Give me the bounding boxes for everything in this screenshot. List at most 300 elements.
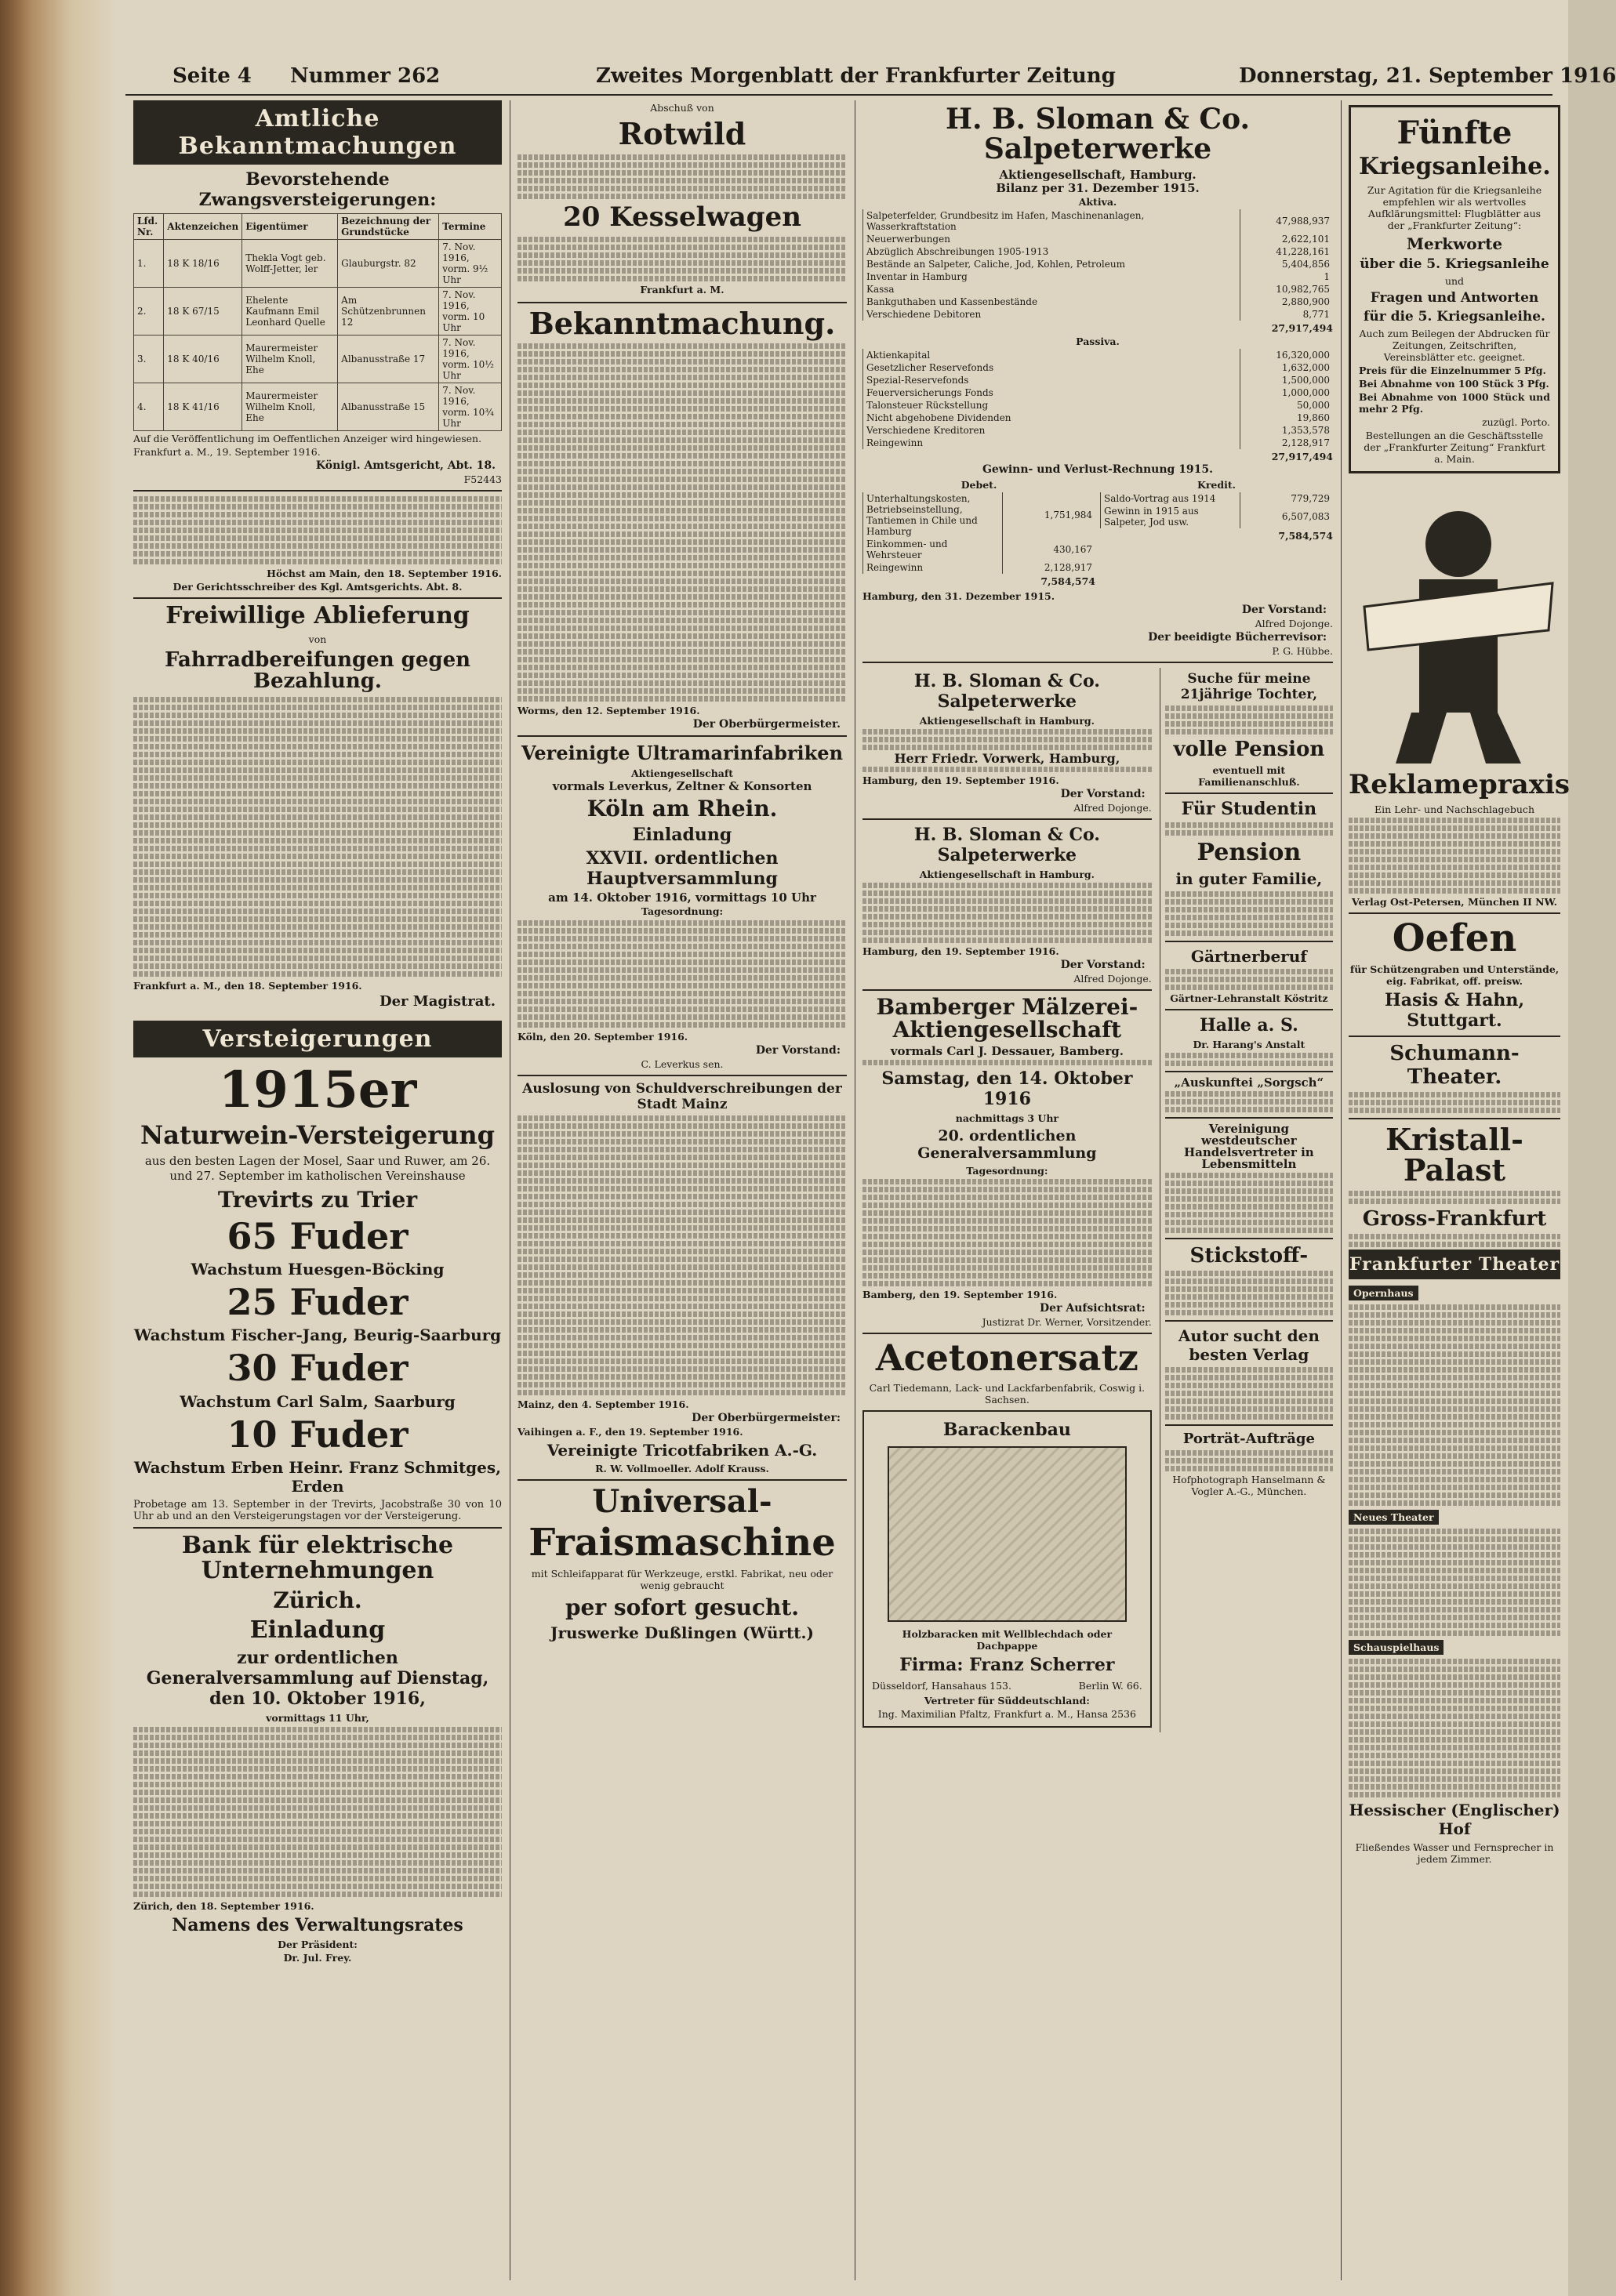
balance-row bbox=[863, 245, 1334, 258]
tochter-heading: Suche für meine 21jährige Tochter, bbox=[1180, 670, 1317, 702]
balance-label: Bestände an Salpeter, Caliche, Jod, Kohlen, Petroleum bbox=[863, 258, 1240, 270]
divider bbox=[1165, 793, 1333, 794]
th-date: Termine bbox=[439, 214, 502, 240]
kriegs-title-2: Kriegsanleihe. bbox=[1359, 153, 1551, 180]
balance-row bbox=[863, 283, 1334, 296]
ft-banner: Frankfurter Theater bbox=[1349, 1250, 1560, 1279]
column-1 bbox=[133, 100, 502, 2280]
bamb-sub: vormals Carl J. Dessauer, Bamberg. bbox=[890, 1044, 1124, 1059]
bank-city: Zürich. bbox=[273, 1587, 362, 1614]
bal-place: Hamburg, den 31. Dezember 1915. bbox=[862, 589, 1055, 602]
pension-title: volle Pension bbox=[1173, 737, 1325, 761]
barack-ad bbox=[862, 1410, 1152, 1728]
halle-title: Halle a. S. bbox=[1199, 1014, 1298, 1036]
portrait-title: Porträt-Aufträge bbox=[1182, 1430, 1315, 1447]
price-3-label: Bei Abnahme von 1000 Stück und mehr bbox=[1359, 390, 1550, 415]
ultra-sub: Aktiengesellschaft bbox=[630, 767, 734, 780]
text-block bbox=[133, 496, 502, 564]
text-block bbox=[517, 343, 847, 702]
bamb-time: nachmittags 3 Uhr bbox=[955, 1112, 1059, 1125]
balance-label: Saldo-Vortrag aus 1914 bbox=[1101, 492, 1240, 505]
und: und bbox=[1444, 274, 1465, 287]
balance-label: Bankguthaben und Kassenbestände bbox=[863, 296, 1240, 308]
bank-invitation-2: zur ordentlichen Generalversammlung auf Dienstag, den 10. Oktober 1916, bbox=[146, 1647, 489, 1709]
bek-heading: Bekanntmachung. bbox=[528, 305, 836, 341]
th-owner: Eigentümer bbox=[242, 214, 338, 240]
barack-city: Düsseldorf, Hansahaus 153. bbox=[872, 1679, 1011, 1692]
porto: zuzügl. Porto. bbox=[1482, 415, 1550, 428]
balance-row bbox=[863, 258, 1334, 270]
balance-label: Verschiedene Debitoren bbox=[863, 308, 1240, 321]
auction-sign: Frankfurt a. M., 19. September 1916. bbox=[133, 446, 321, 458]
table-cell: Albanusstraße 17 bbox=[338, 336, 439, 383]
mainz-heading: Auslosung von Schuldverschreibungen der Stadt Mainz bbox=[522, 1081, 842, 1113]
s2-name: Alfred Dojonge. bbox=[1073, 801, 1152, 814]
divider bbox=[862, 662, 1333, 663]
price-3 bbox=[1359, 391, 1550, 415]
balance-value: 8,771 bbox=[1240, 308, 1334, 321]
balance-row bbox=[863, 270, 1334, 283]
verein-title: Vereinigung westdeutscher Handelsvertreter in Lebensmitteln bbox=[1184, 1121, 1314, 1171]
gvr-block bbox=[862, 477, 1333, 589]
balance-row bbox=[863, 561, 1096, 574]
wine-lot-qty: 10 Fuder bbox=[227, 1413, 409, 1456]
small-ads-row bbox=[517, 100, 847, 297]
balance-label: Verschiedene Kreditoren bbox=[863, 424, 1240, 437]
kessel-sign: Frankfurt a. M. bbox=[640, 283, 724, 296]
stickstoff-title: Stickstoff- bbox=[1189, 1243, 1309, 1268]
hoechst-sign: Der Gerichtsschreiber des Kgl. Amtsgerichts. Abt. 8. bbox=[172, 581, 463, 593]
wine-lot-qty: 25 Fuder bbox=[227, 1281, 409, 1324]
s3-place: Hamburg, den 19. September 1916. bbox=[862, 945, 1059, 957]
balance-label: Feuerversicherungs Fonds bbox=[863, 386, 1240, 399]
aceton-firm: Carl Tiedemann, Lack- und Lackfarbenfabrik, Coswig i. Sachsen. bbox=[869, 1381, 1146, 1406]
table-cell: Am Schützenbrunnen 12 bbox=[338, 288, 439, 336]
balance-label: Reingewinn bbox=[863, 437, 1240, 449]
free-sign: Der Magistrat. bbox=[379, 993, 496, 1010]
text-block bbox=[517, 920, 847, 1028]
s3-name: Alfred Dojonge. bbox=[1073, 972, 1152, 985]
balance-value: 1 bbox=[1240, 270, 1334, 283]
price-2: Bei Abnahme von 100 Stück 3 Pfg. bbox=[1359, 377, 1549, 390]
divider bbox=[862, 989, 1152, 991]
balance-row bbox=[863, 374, 1334, 386]
ultra-invitation: Einladung bbox=[632, 825, 732, 846]
divider bbox=[1349, 912, 1560, 914]
table-cell: 7. Nov. 1916, vorm. 10½ Uhr bbox=[439, 336, 502, 383]
balance-value: 41,228,161 bbox=[1240, 245, 1334, 258]
barack-text: Holzbaracken mit Wellblechdach oder Dachpappe bbox=[902, 1627, 1113, 1652]
frais-text: mit Schleifapparat für Werkzeuge, erstkl. Fabrikat, neu oder wenig gebraucht bbox=[531, 1567, 833, 1591]
gross-title: Gross-Frankfurt bbox=[1362, 1207, 1547, 1231]
th-file: Aktenzeichen bbox=[164, 214, 242, 240]
mainz-place: Mainz, den 4. September 1916. bbox=[517, 1398, 689, 1411]
balance-row bbox=[863, 399, 1334, 412]
bank-invitation: Einladung bbox=[249, 1616, 386, 1645]
price-1: Preis für die Einzelnummer 5 Pfg. bbox=[1359, 364, 1546, 376]
s2-board: Der Vorstand: bbox=[1060, 787, 1146, 800]
debet-total: 7,584,574 bbox=[1040, 575, 1095, 587]
gvr-title: Gewinn- und Verlust-Rechnung 1915. bbox=[982, 462, 1214, 476]
lower-right bbox=[1160, 668, 1333, 1732]
kredit-table bbox=[1100, 492, 1333, 528]
bal-revisor: Der beeidigte Bücherrevisor: bbox=[1148, 630, 1327, 644]
wine-lot-qty: 65 Fuder bbox=[227, 1214, 409, 1257]
table-cell: 7. Nov. 1916, vorm. 10 Uhr bbox=[439, 288, 502, 336]
bank-president-name: Dr. Jul. Frey. bbox=[283, 1951, 352, 1964]
divider bbox=[862, 818, 1152, 820]
bal-name: Alfred Dojonge. bbox=[1255, 617, 1333, 629]
divider bbox=[1165, 1117, 1333, 1119]
official-announcements-banner: Amtliche Bekanntmachungen bbox=[133, 100, 502, 165]
table-cell: 4. bbox=[134, 383, 164, 431]
text-block bbox=[133, 1727, 502, 1897]
divider bbox=[517, 1075, 847, 1076]
balance-value: 2,622,101 bbox=[1240, 233, 1334, 245]
auction-heading: Bevorstehende Zwangsversteigerungen: bbox=[198, 169, 437, 210]
bek-place: Worms, den 12. September 1916. bbox=[517, 705, 700, 717]
bank-board: Namens des Verwaltungsrates bbox=[172, 1914, 463, 1935]
divider bbox=[517, 1479, 847, 1481]
balance-row bbox=[863, 349, 1334, 361]
page-column bbox=[118, 0, 1616, 2296]
reklame-title: Reklamepraxis bbox=[1349, 768, 1571, 800]
balance-row bbox=[1101, 492, 1334, 505]
divider bbox=[862, 1333, 1152, 1334]
column-rule bbox=[1341, 100, 1342, 2280]
frais-title-1: Universal- bbox=[592, 1483, 772, 1521]
auction-table bbox=[133, 213, 502, 431]
balance-label: Neuerwerbungen bbox=[863, 233, 1240, 245]
free-heading-2: Fahrradbereifungen gegen Bezahlung. bbox=[164, 647, 471, 693]
column-4 bbox=[1349, 100, 1571, 2280]
bank-president: Der Präsident: bbox=[278, 1938, 358, 1950]
column-3 bbox=[862, 100, 1333, 2280]
balance-value: 2,880,900 bbox=[1240, 296, 1334, 308]
ultra-gv: XXVII. ordentlichen Hauptversammlung bbox=[586, 848, 779, 890]
s2-person: Herr Friedr. Vorwerk, Hamburg, bbox=[894, 750, 1120, 766]
issue-number: Nummer 262 bbox=[290, 64, 441, 88]
balance-label: Gesetzlicher Reservefonds bbox=[863, 361, 1240, 374]
kriegsanleihe-ad bbox=[1349, 105, 1560, 473]
balance-row bbox=[863, 492, 1096, 538]
bilanz-title: Bilanz per 31. Dezember 1915. bbox=[996, 180, 1200, 195]
balance-row bbox=[863, 412, 1334, 424]
balance-value: 16,320,000 bbox=[1240, 349, 1334, 361]
issue-date: Donnerstag, 21. September 1916 bbox=[1239, 64, 1616, 88]
free-sub: von bbox=[308, 633, 327, 645]
balance-row bbox=[863, 386, 1334, 399]
table-cell: 7. Nov. 1916, vorm. 10¾ Uhr bbox=[439, 383, 502, 431]
reklame-figure-illustration bbox=[1349, 481, 1568, 764]
table-cell: Ehelente Kaufmann Emil Leonhard Quelle bbox=[242, 288, 338, 336]
auskunft-title: „Auskunftei „Sorgsch“ bbox=[1174, 1075, 1324, 1090]
gaertner-title: Gärtnerberuf bbox=[1190, 946, 1307, 966]
vaihingen-place: Vaihingen a. F., den 19. September 1916. bbox=[517, 1426, 743, 1438]
balance-row bbox=[1101, 505, 1334, 528]
fragen-2: für die 5. Kriegsanleihe. bbox=[1364, 308, 1545, 325]
balance-value: 2,128,917 bbox=[1240, 437, 1334, 449]
text-block bbox=[517, 1115, 847, 1395]
wine-lot-grower: Wachstum Erben Heinr. Franz Schmitges, Erden bbox=[133, 1458, 502, 1496]
balance-label: Unterhaltungskosten, Betriebseinstellung, Tantiemen in Chile und Hamburg bbox=[863, 492, 1003, 538]
balance-row bbox=[863, 209, 1334, 233]
hessischer-title: Hessischer (Englischer) Hof bbox=[1349, 1801, 1560, 1839]
divider bbox=[1165, 1320, 1333, 1322]
frais-title-2: Fraismaschine bbox=[528, 1521, 836, 1565]
s3-heading: H. B. Sloman & Co. Salpeterwerke bbox=[913, 824, 1100, 865]
bal-board: Der Vorstand: bbox=[1241, 603, 1327, 616]
table-cell: Glauburgstr. 82 bbox=[338, 240, 439, 288]
sloman-heading: H. B. Sloman & Co. Salpeterwerke bbox=[946, 103, 1250, 165]
frais-firm: Jruswerke Dußlingen (Württ.) bbox=[550, 1623, 814, 1642]
wine-lot-qty: 30 Fuder bbox=[227, 1347, 409, 1390]
table-cell: 18 K 41/16 bbox=[164, 383, 242, 431]
balance-value: 1,353,578 bbox=[1240, 424, 1334, 437]
price-3-value: 2 Pfg. bbox=[1391, 402, 1424, 415]
oefen-sub: für Schützengraben und Unterstände, eig. Fabrikat, off. preisw. bbox=[1349, 963, 1560, 987]
oefen-title: Oefen bbox=[1392, 916, 1517, 961]
bal-revisor-name: P. G. Hübbe. bbox=[1272, 644, 1333, 657]
wine-heading: Naturwein-Versteigerung bbox=[140, 1120, 496, 1151]
portrait-firm: Hofphotograph Hanselmann & Vogler A.-G., München. bbox=[1172, 1473, 1326, 1497]
trikot-sign: R. W. Vollmoeller. Adolf Krauss. bbox=[595, 1463, 769, 1475]
mainz-sign: Der Oberbürgermeister: bbox=[692, 1412, 841, 1425]
table-cell: 18 K 67/15 bbox=[164, 288, 242, 336]
header-rule bbox=[125, 94, 1552, 96]
wine-lot-grower: Wachstum Carl Salm, Saarburg bbox=[180, 1391, 456, 1411]
neues-label: Neues Theater bbox=[1349, 1510, 1439, 1525]
bank-time: vormittags 11 Uhr, bbox=[266, 1711, 369, 1724]
balance-value: 19,860 bbox=[1240, 412, 1334, 424]
divider bbox=[1165, 1424, 1333, 1426]
divider bbox=[1165, 1071, 1333, 1072]
balance-label: Kassa bbox=[863, 283, 1240, 296]
kristall-title: Kristall-Palast bbox=[1385, 1121, 1523, 1188]
table-cell: 2. bbox=[134, 288, 164, 336]
table-cell: 7. Nov. 1916, vorm. 9½ Uhr bbox=[439, 240, 502, 288]
edition-title: Zweites Morgenblatt der Frankfurter Zeitung bbox=[596, 64, 1116, 88]
table-cell: 1. bbox=[134, 240, 164, 288]
divider bbox=[133, 1527, 502, 1529]
bamb-heading: Bamberger Mälzerei-Aktiengesellschaft bbox=[876, 993, 1138, 1043]
gaertner-school: Gärtner-Lehranstalt Köstritz bbox=[1170, 992, 1328, 1004]
divider bbox=[517, 302, 847, 303]
schumann-title: Schumann-Theater. bbox=[1389, 1041, 1520, 1089]
man-with-scroll-icon bbox=[1349, 481, 1568, 764]
rotwild-ad bbox=[517, 100, 847, 297]
bamb-date: Samstag, den 14. Oktober 1916 bbox=[881, 1068, 1133, 1110]
balance-row bbox=[863, 308, 1334, 321]
merk-2: über die 5. Kriegsanleihe bbox=[1360, 256, 1549, 272]
ultra-heading: Vereinigte Ultramarinfabriken bbox=[521, 742, 844, 765]
s3-board: Der Vorstand: bbox=[1060, 958, 1146, 971]
lower-left bbox=[862, 668, 1152, 1732]
ultra-date: am 14. Oktober 1916, vormittags 10 Uhr bbox=[548, 890, 816, 905]
barack-vertreter: Vertreter für Süddeutschland: bbox=[924, 1694, 1090, 1707]
bamb-place: Bamberg, den 19. September 1916. bbox=[862, 1289, 1058, 1301]
reklame-sub: Ein Lehr- und Nachschlagebuch bbox=[1374, 803, 1534, 816]
balance-row bbox=[863, 437, 1334, 449]
passiva-title: Passiva. bbox=[1076, 335, 1120, 347]
table-row bbox=[134, 240, 502, 288]
wine-year: 1915er bbox=[218, 1061, 417, 1120]
balance-label: Abzüglich Abschreibungen 1905-1913 bbox=[863, 245, 1240, 258]
divider bbox=[1349, 1036, 1560, 1037]
balance-row bbox=[863, 296, 1334, 308]
free-place: Frankfurt a. M., den 18. September 1916. bbox=[133, 980, 362, 992]
auction-note: Auf die Veröffentlichung im Oeffentlichen Anzeiger wird hingewiesen. bbox=[133, 433, 482, 444]
balance-value: 779,729 bbox=[1240, 492, 1334, 505]
divider bbox=[1165, 1238, 1333, 1239]
passiva-table bbox=[862, 349, 1333, 449]
wine-lot-grower: Wachstum Fischer-Jang, Beurig-Saarburg bbox=[133, 1326, 502, 1345]
balance-value: 5,404,856 bbox=[1240, 258, 1334, 270]
th-property: Bezeichnung der Grundstücke bbox=[338, 214, 439, 240]
auction-court: Königl. Amtsgericht, Abt. 18. bbox=[315, 459, 496, 472]
balance-row bbox=[863, 424, 1334, 437]
balance-value: 430,167 bbox=[1003, 538, 1096, 561]
table-cell: Thekla Vogt geb. Wolff-Jetter, ler bbox=[242, 240, 338, 288]
wine-place: Trevirts zu Trier bbox=[217, 1186, 418, 1213]
balance-row bbox=[863, 233, 1334, 245]
balance-value: 47,988,937 bbox=[1240, 209, 1334, 233]
passiva-total: 27,917,494 bbox=[1271, 450, 1333, 462]
balance-label: Reingewinn bbox=[863, 561, 1003, 574]
balance-value: 2,128,917 bbox=[1003, 561, 1096, 574]
free-heading: Freiwillige Ablieferung bbox=[165, 602, 470, 629]
pension-sub: eventuell mit Familienanschluß. bbox=[1198, 764, 1300, 788]
lower-split bbox=[862, 668, 1333, 1732]
ultra-city: Köln am Rhein. bbox=[586, 796, 778, 822]
bamb-board: Der Aufsichtsrat: bbox=[1040, 1302, 1146, 1315]
ultra-agenda: Tagesordnung: bbox=[641, 905, 724, 918]
s2-heading: H. B. Sloman & Co. Salpeterwerke bbox=[913, 670, 1100, 712]
page-number: Seite 4 bbox=[172, 64, 252, 88]
kessel-title: 20 Kesselwagen bbox=[563, 201, 801, 233]
divider bbox=[1349, 1118, 1560, 1119]
table-cell: Maurermeister Wilhelm Knoll, Ehe bbox=[242, 383, 338, 431]
wine-sub: aus den besten Lagen der Mosel, Saar und Ruwer, am 26. und 27. September im katholischen Vereinshause bbox=[144, 1153, 491, 1183]
balance-label: Spezial-Reservefonds bbox=[863, 374, 1240, 386]
frais-wanted: per sofort gesucht. bbox=[565, 1594, 800, 1620]
wine-lot-grower: Wachstum Huesgen-Böcking bbox=[191, 1260, 445, 1279]
pension2-sub: in guter Familie, bbox=[1175, 869, 1323, 888]
book-spine bbox=[0, 0, 118, 2296]
barack-firm: Firma: Franz Scherrer bbox=[899, 1654, 1115, 1675]
s3-sub: Aktiengesellschaft in Hamburg. bbox=[919, 868, 1095, 880]
balance-value: 1,751,984 bbox=[1003, 492, 1096, 538]
barack-berlin: Berlin W. 66. bbox=[1078, 1679, 1142, 1692]
merk-1: Merkworte bbox=[1406, 234, 1503, 253]
balance-value: 1,632,000 bbox=[1240, 361, 1334, 374]
divider bbox=[133, 597, 502, 599]
barack-vname: Ing. Maximilian Pfaltz, Frankfurt a. M., Hansa 2536 bbox=[877, 1707, 1136, 1720]
table-row bbox=[134, 336, 502, 383]
balance-value: 1,500,000 bbox=[1240, 374, 1334, 386]
bank-heading: Bank für elektrische Unternehmungen bbox=[181, 1532, 454, 1584]
aktiva-title: Aktiva. bbox=[1078, 195, 1117, 208]
divider bbox=[133, 490, 502, 491]
text-block bbox=[133, 697, 502, 977]
barack-title: Barackenbau bbox=[942, 1419, 1071, 1440]
balance-row bbox=[863, 361, 1334, 374]
th-nr: Lfd. Nr. bbox=[134, 214, 164, 240]
beilegen: Auch zum Beilegen der Abdrucken für Zeitungen, Zeitschriften, Vereinsblätter etc. geeignet. bbox=[1359, 327, 1550, 363]
fragen-1: Fragen und Antworten bbox=[1370, 289, 1539, 306]
divider bbox=[1165, 1009, 1333, 1010]
student-heading: Für Studentin bbox=[1181, 798, 1317, 819]
ultra-place: Köln, den 20. September 1916. bbox=[517, 1031, 688, 1043]
table-row bbox=[134, 288, 502, 336]
table-cell: 18 K 40/16 bbox=[164, 336, 242, 383]
bamb-gv: 20. ordentlichen Generalversammlung bbox=[917, 1127, 1097, 1163]
debet-block bbox=[862, 477, 1095, 589]
aceton-title: Acetonersatz bbox=[875, 1337, 1138, 1380]
pension2-title: Pension bbox=[1197, 838, 1302, 866]
kredit-total: 7,584,574 bbox=[1278, 529, 1333, 542]
ultra-sub-2: vormals Leverkus, Zeltner & Konsorten bbox=[552, 779, 812, 794]
barrack-illustration bbox=[888, 1446, 1127, 1622]
kriegs-text: Zur Agitation für die Kriegsanleihe empfehlen wir als wertvolles Aufklärungsmittel: Flugblätter aus der „Frankfurter Zeitung“: bbox=[1367, 183, 1542, 231]
autor-title: Autor sucht den besten Verlag bbox=[1178, 1326, 1320, 1364]
balance-label: Talonsteuer Rückstellung bbox=[863, 399, 1240, 412]
kredit-block bbox=[1100, 477, 1333, 589]
aktiva-table bbox=[862, 209, 1333, 321]
sloman-sub: Aktiengesellschaft, Hamburg. bbox=[999, 167, 1197, 182]
kredit-title: Kredit. bbox=[1197, 478, 1237, 491]
trikot-heading: Vereinigte Tricotfabriken A.-G. bbox=[547, 1441, 818, 1460]
balance-label: Inventar in Hamburg bbox=[863, 270, 1240, 283]
rotwild-title: Rotwild bbox=[618, 116, 746, 151]
schauspiel-label: Schauspielhaus bbox=[1349, 1640, 1444, 1655]
chiffre-1: F52443 bbox=[463, 473, 502, 485]
bamb-name: Justizrat Dr. Werner, Vorsitzender. bbox=[982, 1316, 1152, 1329]
ultra-board: Der Vorstand: bbox=[755, 1044, 841, 1057]
page-header bbox=[125, 64, 1616, 96]
aktiva-total: 27,917,494 bbox=[1271, 321, 1333, 334]
hoechst-place: Höchst am Main, den 18. September 1916. bbox=[267, 568, 502, 579]
s2-sub: Aktiengesellschaft in Hamburg. bbox=[919, 714, 1095, 727]
balance-label: Salpeterfelder, Grundbesitz im Hafen, Maschinenanlagen, Wasserkraftstation bbox=[863, 209, 1240, 233]
table-cell: 3. bbox=[134, 336, 164, 383]
balance-label: Aktienkapital bbox=[863, 349, 1240, 361]
debet-title: Debet. bbox=[961, 478, 997, 491]
balance-value: 1,000,000 bbox=[1240, 386, 1334, 399]
ultra-name: C. Leverkus sen. bbox=[641, 1058, 724, 1071]
hessischer-sub: Fließendes Wasser und Fernsprecher in jedem Zimmer. bbox=[1355, 1841, 1554, 1866]
balance-row bbox=[863, 538, 1096, 561]
bank-place: Zürich, den 18. September 1916. bbox=[133, 1899, 314, 1912]
table-cell: Maurermeister Wilhelm Knoll, Ehe bbox=[242, 336, 338, 383]
bek-sign: Der Oberbürgermeister. bbox=[692, 718, 841, 731]
s2-place: Hamburg, den 19. September 1916. bbox=[862, 774, 1059, 786]
halle-sub: Dr. Harang's Anstalt bbox=[1193, 1038, 1306, 1050]
wine-lots bbox=[133, 1214, 502, 1496]
table-cell: Albanusstraße 15 bbox=[338, 383, 439, 431]
debet-table bbox=[862, 492, 1095, 574]
balance-value: 50,000 bbox=[1240, 399, 1334, 412]
table-cell: 18 K 18/16 bbox=[164, 240, 242, 288]
balance-value: 6,507,083 bbox=[1240, 505, 1334, 528]
divider bbox=[1165, 941, 1333, 942]
oefen-firm: Hasis & Hahn, Stuttgart. bbox=[1384, 989, 1525, 1031]
order: Bestellungen an die Geschäftsstelle der „Frankfurter Zeitung“ Frankfurt a. Main. bbox=[1364, 429, 1545, 465]
reklame-verlag: Verlag Ost-Petersen, München II NW. bbox=[1351, 896, 1558, 909]
opernhaus-label: Opernhaus bbox=[1349, 1286, 1418, 1300]
balance-label: Einkommen- und Wehrsteuer bbox=[863, 538, 1003, 561]
divider bbox=[517, 735, 847, 737]
